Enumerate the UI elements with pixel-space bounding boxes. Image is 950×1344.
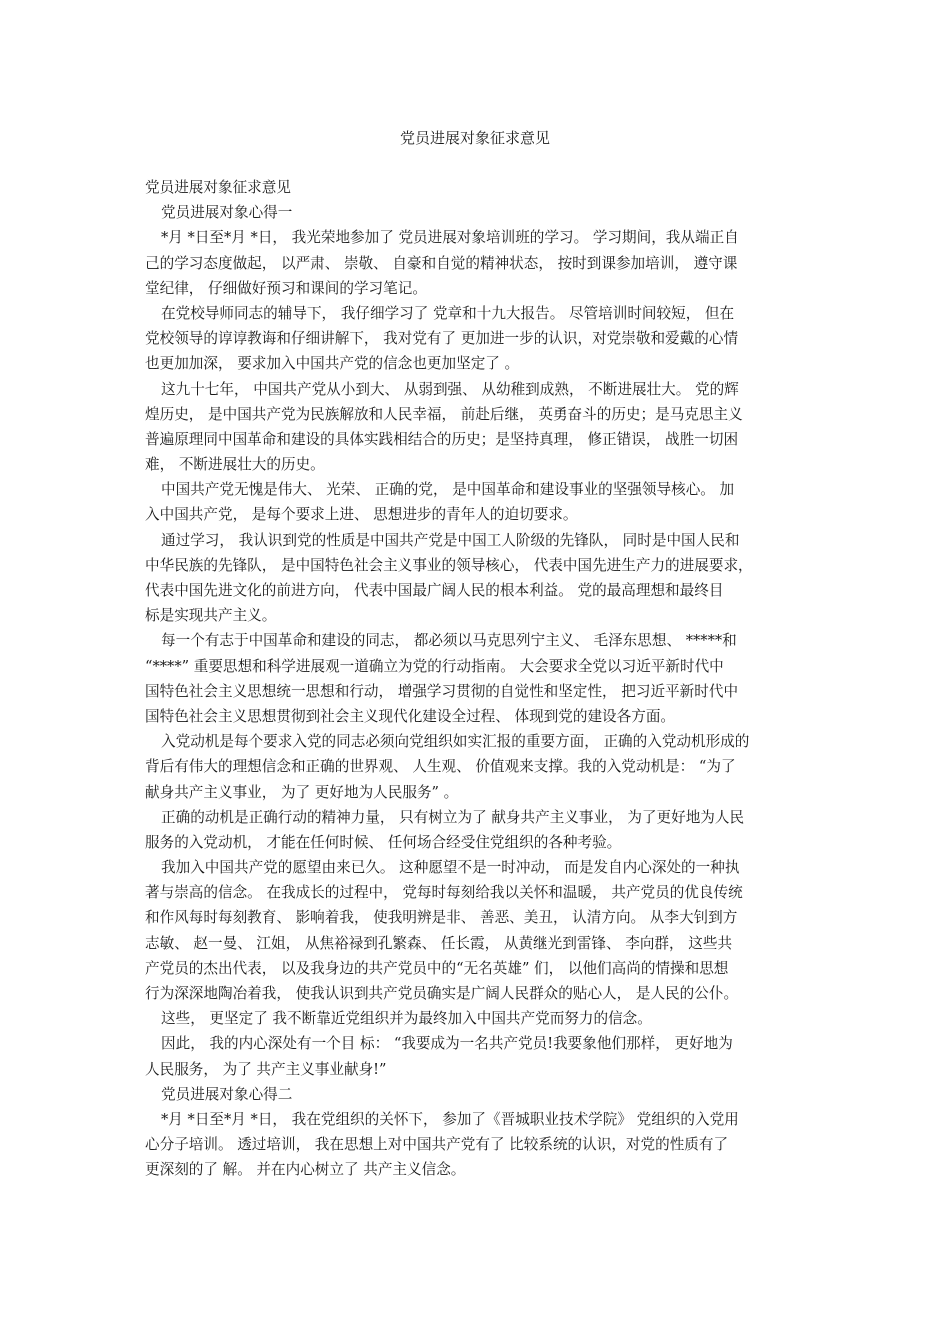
- text-line: 国特色社会主义思想统一思想和行动， 增强学习贯彻的自觉性和坚定性， 把习近平新时代中: [145, 682, 739, 700]
- text-line: *月 *日至*月 *日， 我在党组织的关怀下， 参加了《晋城职业技术学院》 党组织的入党用: [161, 1110, 739, 1128]
- text-line: 每一个有志于中国革命和建设的同志， 都必须以马克思列宁主义、 毛泽东思想、 *****和: [161, 632, 737, 650]
- text-line: 人民服务， 为了 共产主义事业献身!”: [145, 1060, 387, 1078]
- text-line: 煌历史， 是中国共产党为民族解放和人民幸福， 前赴后继， 英勇奋斗的历史；是马克思主义: [145, 405, 743, 423]
- document-body: [145, 175, 810, 1183]
- text-line: 这九十七年， 中国共产党从小到大、 从弱到强、 从幼稚到成熟， 不断进展壮大。 党的辉: [161, 380, 739, 398]
- text-line: 堂纪律， 仔细做好预习和课间的学习笔记。: [145, 279, 427, 297]
- text-line: 党员进展对象心得一: [161, 204, 293, 222]
- text-line: 入党动机是每个要求入党的同志必须向党组织如实汇报的重要方面， 正确的入党动机形成的: [161, 733, 750, 751]
- text-line: 我加入中国共产党的愿望由来已久。 这种愿望不是一时冲动， 而是发自内心深处的一种执: [161, 859, 740, 877]
- text-line: 更深刻的了 解。 并在内心树立了 共产主义信念。: [145, 1161, 466, 1179]
- text-line: 在党校导师同志的辅导下， 我仔细学习了 党章和十九大报告。 尽管培训时间较短， 但在: [161, 304, 735, 322]
- text-line: 志敏、 赵一曼、 江姐， 从焦裕禄到孔繁森、 任长霞， 从黄继光到雷锋、 李向群， 这些共: [145, 934, 733, 952]
- text-line: 代表中国先进文化的前进方向， 代表中国最广阔人民的根本利益。 党的最高理想和最终目: [145, 582, 724, 599]
- text-line: 入中国共产党， 是每个要求上进、 思想进步的青年人的迫切要求。: [145, 506, 578, 524]
- text-line: 党员进展对象征求意见: [145, 179, 291, 196]
- text-line: 和作风每时每刻教育、 影响着我， 使我明辨是非、 善恶、美丑， 认清方向。 从李大钊到方: [145, 909, 738, 927]
- text-line: 通过学习， 我认识到党的性质是中国共产党是中国工人阶级的先锋队， 同时是中国人民和: [161, 531, 740, 549]
- text-line: “****” 重要思想和科学进展观一道确立为党的行动指南。 大会要求全党以习近平新时代中: [145, 657, 724, 675]
- text-line: 也更加加深， 要求加入中国共产党的信念也更加坚定了 。: [145, 355, 520, 373]
- text-line: 党校领导的谆谆教诲和仔细讲解下， 我对党有了 更加进一步的认识，对党崇敬和爱戴的心情: [145, 330, 739, 348]
- text-line: 中华民族的先锋队， 是中国特色社会主义事业的领导核心， 代表中国先进生产力的进展要求，: [145, 556, 753, 574]
- text-line: 这些， 更坚定了 我不断靠近党组织并为最终加入中国共产党而努力的信念。: [161, 1010, 652, 1028]
- text-line: 行为深深地陶冶着我， 使我认识到共产党员确实是广阔人民群众的贴心人， 是人民的公仆。: [145, 985, 739, 1002]
- text-line: 标是实现共产主义。: [145, 607, 277, 625]
- text-line: *月 *日至*月 *日， 我光荣地参加了 党员进展对象培训班的学习。 学习期间，我从端正自: [161, 229, 739, 247]
- text-line: 心分子培训。 透过培训， 我在思想上对中国共产党有了 比较系统的认识，对党的性质有了: [145, 1136, 729, 1154]
- text-line: 普遍原理同中国革命和建设的具体实践相结合的历史；是坚持真理， 修正错误， 战胜一切困: [145, 430, 739, 448]
- text-line: 中国共产党无愧是伟大、 光荣、 正确的党， 是中国革命和建设事业的坚强领导核心。 加: [161, 481, 735, 499]
- text-line: 服务的入党动机， 才能在任何时候、 任何场合经受住党组织的各种考验。: [145, 833, 622, 851]
- text-line: 难， 不断进展壮大的历史。: [145, 456, 325, 474]
- text-line: 产党员的杰出代表， 以及我身边的共产党员中的“无名英雄” 们， 以他们高尚的情操和思想: [145, 959, 729, 977]
- text-line: 著与崇高的信念。 在我成长的过程中， 党每时每刻给我以关怀和温暖， 共产党员的优良传统: [145, 884, 743, 902]
- document-title: 党员进展对象征求意见: [399, 129, 550, 147]
- text-line: 国特色社会主义思想贯彻到社会主义现代化建设全过程、 体现到党的建设各方面。: [145, 707, 676, 725]
- text-line: 背后有伟大的理想信念和正确的世界观、 人生观、 价值观来支撑。我的入党动机是： “为了: [145, 758, 736, 776]
- text-line: 献身共产主义事业， 为了 更好地为人民服务” 。: [145, 783, 459, 801]
- text-line: 己的学习态度做起， 以严肃、 崇敬、 自豪和自觉的精神状态， 按时到课参加培训， 遵守课: [145, 254, 738, 272]
- text-line: 党员进展对象心得二: [161, 1085, 293, 1103]
- text-line: 正确的动机是正确行动的精神力量， 只有树立为了 献身共产主义事业， 为了更好地为人民: [161, 808, 745, 826]
- text-line: 因此， 我的内心深处有一个目 标： “我要成为一名共产党员!我要象他们那样， 更好地为: [161, 1035, 733, 1053]
